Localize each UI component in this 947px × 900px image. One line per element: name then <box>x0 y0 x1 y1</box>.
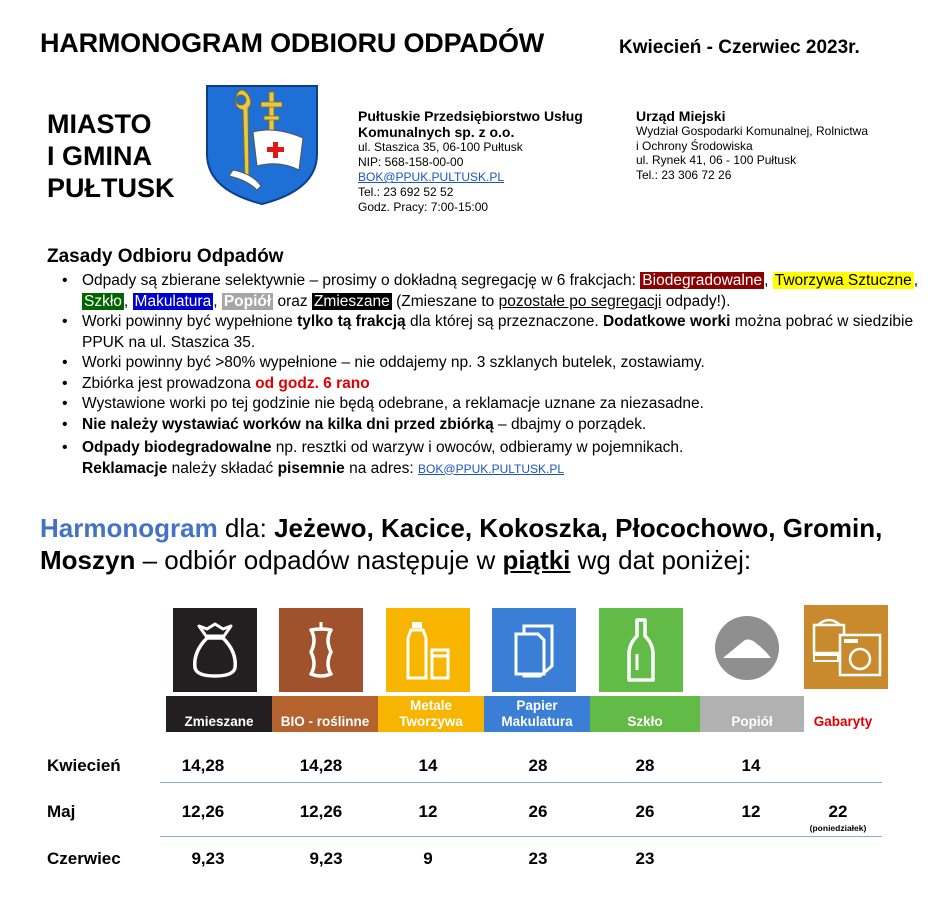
harmonogram-word: Harmonogram <box>40 513 218 543</box>
month-kwiecien: Kwiecień <box>47 756 121 775</box>
apple-core-icon <box>279 608 363 692</box>
rule-text: odpady!). <box>661 292 731 310</box>
cell-czerwiec-bio: 9,23 <box>309 849 343 868</box>
category-szklo: Szkło <box>590 696 700 732</box>
rule-text: Nie należy wystawiać worków na kilka dni przed zbiórką <box>82 415 494 433</box>
rule-text: Wystawione worki po tej godzinie nie będą odebrane, a reklamacje uznane za niezasadne. <box>82 395 704 412</box>
harmonogram-text: wg dat poniżej: <box>570 545 752 575</box>
rule-bio-complaints <box>62 438 922 479</box>
ash-pile-icon <box>705 608 789 692</box>
rules-title: Zasady Odbioru Odpadów <box>47 246 284 267</box>
cell-maj-zmieszane: 12,26 <box>181 802 225 821</box>
rule-text: Worki powinny być wypełnione <box>82 313 298 330</box>
rule-segregation: • Odpady są zbierane selektywnie – prosimy o dokładną segregację w 6 frakcjach: Biodegradowalne , Tworzywa Sztuczne , Szkło , Makulatura , Popiół oraz Zmieszane (Zmieszane to pozostałe po segregacji odpady!). <box>62 271 922 312</box>
cell-maj-bio: 12,26 <box>299 802 343 821</box>
cell-czerwiec-szklo: 23 <box>635 849 655 868</box>
rule-text: oraz <box>273 292 312 310</box>
category-metale-tworzywa: Metale Tworzywa <box>378 696 484 732</box>
badge-tworzywa: Tworzywa Sztuczne <box>774 272 912 289</box>
cell-kwiecien-metale: 14 <box>418 756 438 775</box>
ppuk-name-2: Komunalnych sp. z o.o. <box>358 124 515 140</box>
rule-no-early-bags <box>62 415 922 436</box>
urzad-dept-1: Wydział Gospodarki Komunalnej, Rolnictwa <box>636 124 868 138</box>
badge-szklo: Szkło <box>84 292 122 310</box>
cell-maj-popiol: 12 <box>741 802 761 821</box>
rule-text: Dodatkowe worki <box>602 313 731 330</box>
badge-zmieszane: Zmieszane <box>313 292 390 310</box>
urzad-contact <box>636 108 926 182</box>
complaints-email-link[interactable]: BOK@PPUK.PULTUSK.PL <box>418 461 565 476</box>
category-bio: BIO - roślinne <box>272 696 378 732</box>
rule-text: Reklamacje <box>82 459 168 477</box>
city-line-1: MIASTO <box>47 109 152 139</box>
cell-czerwiec-papier: 23 <box>528 849 548 868</box>
coat-of-arms-icon <box>203 82 321 206</box>
plastic-bottle-icon <box>386 608 470 692</box>
month-maj: Maj <box>47 802 76 821</box>
category-papier: Papier Makulatura <box>484 696 590 732</box>
row-divider <box>160 782 882 783</box>
row-divider <box>160 836 882 837</box>
paper-icon <box>492 608 576 692</box>
rule-text: Zbiórka jest prowadzona <box>82 374 256 392</box>
urzad-dept-2: i Ochrony Środowiska <box>636 138 753 153</box>
rule-late-bags <box>62 394 922 415</box>
harmonogram-heading <box>40 512 920 576</box>
rule-text: pisemnie <box>277 459 345 477</box>
cell-kwiecien-papier: 28 <box>528 756 548 775</box>
city-line-3: PUŁTUSK <box>47 173 175 203</box>
city-line-2: I GMINA <box>47 141 152 171</box>
schedule-period: Kwiecień - Czerwiec 2023r. <box>619 37 860 58</box>
category-popiol: Popiół <box>700 696 804 732</box>
urzad-phone: Tel.: 23 306 72 26 <box>636 167 732 182</box>
badge-makulatura: Makulatura <box>134 292 212 310</box>
month-czerwiec: Czerwiec <box>47 849 121 868</box>
rule-text: dla której są przeznaczone. <box>405 313 603 330</box>
ppuk-address: ul. Staszica 35, 06-100 Pułtusk <box>358 140 523 154</box>
rule-text: tylko tą frakcją <box>297 313 406 330</box>
harmonogram-text: dla: <box>217 513 275 543</box>
cell-maj-metale: 12 <box>418 802 438 821</box>
rule-text: należy składać <box>167 459 278 477</box>
ppuk-hours: Godz. Pracy: 7:00-15:00 <box>358 200 489 214</box>
rule-text: można pobrać w siedzibie PPUK na ul. Staszica 35. <box>82 313 914 351</box>
badge-popiol: Popiół <box>223 292 272 310</box>
glass-bottle-icon <box>599 608 683 692</box>
rule-text: Odpady biodegradowalne <box>82 439 272 456</box>
harmonogram-places: Jeżewo, Kacice, Kokoszka, Płocochowo, Gromin, Moszyn <box>40 513 883 575</box>
rule-start-time <box>62 374 922 395</box>
rule-one-fraction <box>62 312 922 353</box>
rule-text: pozostałe po segregacji <box>498 292 662 310</box>
rule-text: np. resztki od warzyw i owoców, odbieramy w pojemnikach. <box>271 439 684 456</box>
ppuk-contact <box>358 108 628 215</box>
rule-text: na adres: <box>344 459 419 477</box>
ppuk-email-link[interactable]: BOK@PPUK.PULTUSK.PL <box>358 170 505 184</box>
badge-biodegradowalne: Biodegradowalne <box>642 272 763 289</box>
cell-kwiecien-szklo: 28 <box>635 756 655 775</box>
cell-maj-papier: 26 <box>528 802 548 821</box>
urzad-address: ul. Rynek 41, 06 - 100 Pułtusk <box>636 153 797 167</box>
rules-list <box>62 271 922 479</box>
cell-maj-szklo: 26 <box>635 802 655 821</box>
trash-bag-icon <box>173 608 257 692</box>
rule-text: od godz. 6 rano <box>255 374 370 392</box>
category-zmieszane: Zmieszane <box>166 696 272 732</box>
cell-czerwiec-zmieszane: 9,23 <box>191 849 225 868</box>
rule-fill-level <box>62 353 922 374</box>
harmonogram-day: piątki <box>502 545 571 575</box>
rule-text: Worki powinny być >80% wypełnione – nie oddajemy np. 3 szklanych butelek, zostawiamy. <box>82 354 705 371</box>
gabaryty-day-note: (poniedziałek) <box>809 823 867 833</box>
cell-maj-gabaryty: 22 <box>828 802 848 821</box>
harmonogram-text: – odbiór odpadów następuje w <box>135 545 503 575</box>
cell-kwiecien-bio: 14,28 <box>299 756 343 775</box>
cell-czerwiec-metale: 9 <box>423 849 433 868</box>
ppuk-phone: Tel.: 23 692 52 52 <box>358 185 454 199</box>
city-name <box>47 108 175 204</box>
rule-text: – dbajmy o porządek. <box>493 415 647 433</box>
rule-text: (Zmieszane to <box>391 292 499 310</box>
category-gabaryty: Gabaryty <box>813 714 873 729</box>
cell-kwiecien-zmieszane: 14,28 <box>181 756 225 775</box>
page-title: HARMONOGRAM ODBIORU ODPADÓW <box>40 28 545 58</box>
cell-kwiecien-popiol: 14 <box>741 756 761 775</box>
ppuk-nip: NIP: 568-158-00-00 <box>358 155 464 169</box>
urzad-name: Urząd Miejski <box>636 108 726 124</box>
ppuk-name-1: Pułtuskie Przedsiębiorstwo Usług <box>358 108 583 124</box>
furniture-icon <box>804 605 886 687</box>
rule-text: Odpady są zbierane selektywnie – prosimy o dokładną segregację w 6 frakcjach: <box>82 272 641 289</box>
